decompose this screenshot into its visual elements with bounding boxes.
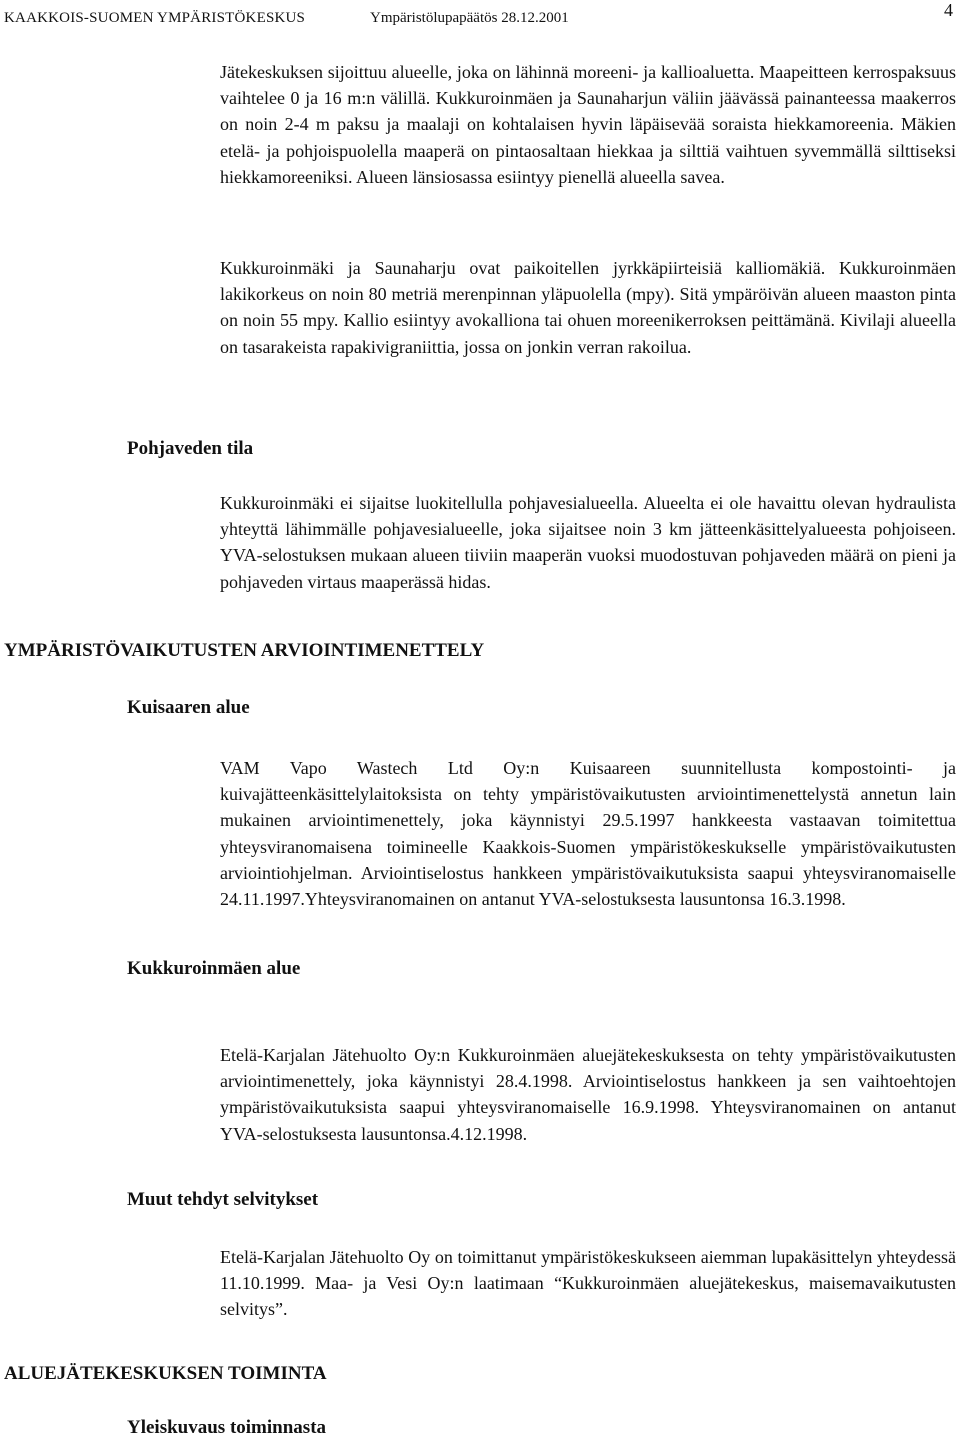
- heading-kuisaari-area: Kuisaaren alue: [127, 697, 250, 718]
- paragraph-bedrock: Kukkuroinmäki ja Saunaharju ovat paikoitellen jyrkkäpiirteisiä kalliomäkiä. Kukkuroinmäen lakikorkeus on noin 80 metriä merenpinnan yläpuolella (mpy). Sitä ympäröivän alueen maaston pinta on noin 55 mpy. Kallio esiintyy avokalliona tai ohuen moreenikerroksen peittämänä. Kivilaji alueella on tasarakeista rapakivigraniittia, jossa on jonkin verran rakoilua.: [220, 258, 956, 357]
- heading-groundwater: Pohjaveden tila: [127, 438, 254, 459]
- paragraph-other-studies: Etelä-Karjalan Jätehuolto Oy on toimittanut ympäristökeskukseen aiemman lupakäsittelyn yhteydessä 11.10.1999. Maa- ja Vesi Oy:n laatimaan “Kukkuroinmäen aluejätekeskus, maisemavaikutusten selvitys”.: [220, 1247, 956, 1320]
- paragraph-kukkuroinmaki: Etelä-Karjalan Jätehuolto Oy:n Kukkuroinmäen aluejätekeskuksesta on tehty ympäristövaikutusten arviointimenettely, joka käynnistyi 28.4.1998. Arviointiselostus hankkeen ja sen vaihtoehtojen ympäristövaikutuksista saapui yhteysviranomaiselle 16.9.1998. Yhteysviranomainen on antanut YVA-selostuksesta lausuntonsa.4.12.1998.: [220, 1045, 956, 1144]
- paragraph-kuisaari: VAM Vapo Wastech Ltd Oy:n Kuisaareen suunnitellusta kompostointi- ja kuivajätteenkäsittelylaitoksista on tehty ympäristövaikutusten arviointimenettelystä annetun lain mukainen arviointimenettely, joka käynnistyi 29.5.1997 hankkeesta vastaavan toimitettua yhteysviranomaisena toimineelle Kaakkois-Suomen ympäristökeskukselle ympäristövaikutusten arviointiohjelman. Arviointiselostus hankkeen ympäristövaikutuksista saapui yhteysviranomaiselle 24.11.1997.Yhteysviranomainen on antanut YVA-selostuksesta lausuntonsa 16.3.1998.: [220, 758, 956, 910]
- heading-operations: ALUEJÄTEKESKUKSEN TOIMINTA: [4, 1363, 327, 1384]
- header-organization: KAAKKOIS-SUOMEN YMPÄRISTÖKESKUS: [4, 10, 306, 26]
- paragraph-groundwater: Kukkuroinmäki ei sijaitse luokitellulla pohjavesialueella. Alueelta ei ole havaittu olevan hydraulista yhteyttä lähimmälle pohjavesialueelle, joka sijaitsee noin 3 km jätteenkäsittelyalueesta pohjoiseen. YVA-selostuksen mukaan alueen tiiviin maaperän vuoksi muodostuvan pohjaveden määrä on pieni ja pohjaveden virtaus maaperässä hidas.: [220, 493, 956, 592]
- heading-eia-procedure: YMPÄRISTÖVAIKUTUSTEN ARVIOINTIMENETTELY: [4, 640, 485, 661]
- header-decision-date: Ympäristölupapäätös 28.12.2001: [370, 10, 569, 26]
- heading-kukkuroinmaki-area: Kukkuroinmäen alue: [127, 958, 301, 979]
- paragraph-soil: Jätekeskuksen sijoittuu alueelle, joka on lähinnä moreeni- ja kallioaluetta. Maapeitteen kerrospaksuus vaihtelee 0 ja 16 m:n välillä. Kukkuroinmäen ja Saunaharjun väliin jäävässä painanteessa maakerros on noin 2-4 m paksu ja maalaji on kohtalaisen hyvin läpäisevää soraista hiekkamoreenia. Mäkien etelä- ja pohjoispuolella maaperä on pintaosaltaan hiekkaa ja silttiä vaihtuen syvemmällä silttiseksi hiekkamoreeniksi. Alueen länsiosassa esiintyy pienellä alueella savea.: [220, 62, 956, 187]
- page-number: 4: [944, 0, 953, 20]
- heading-other-studies: Muut tehdyt selvitykset: [127, 1189, 319, 1210]
- heading-overview: Yleiskuvaus toiminnasta: [127, 1417, 327, 1438]
